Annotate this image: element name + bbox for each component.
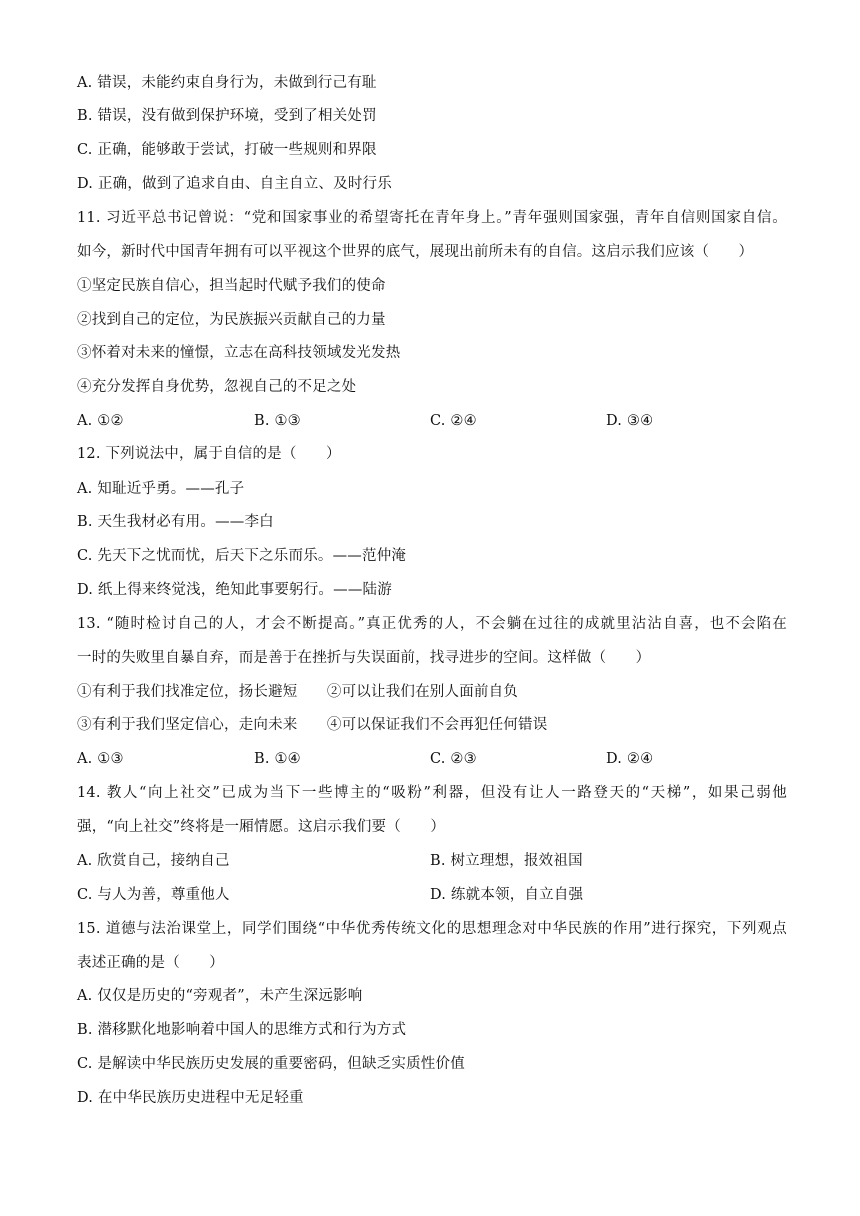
q12-option-a: A. 知耻近乎勇。——孔子 bbox=[77, 481, 245, 497]
q14-stem-line2: 强，“向上社交”终将是一厢情愿。这启示我们要（ ） bbox=[77, 819, 446, 835]
q13-option-c: C. ②③ bbox=[430, 751, 477, 767]
q11-item-2: ②找到自己的定位，为民族振兴贡献自己的力量 bbox=[77, 312, 386, 328]
q13-option-b: B. ①④ bbox=[254, 751, 301, 767]
q12-option-c: C. 先天下之忧而忧，后天下之乐而乐。——范仲淹 bbox=[77, 548, 407, 564]
q15-option-c: C. 是解读中华民族历史发展的重要密码，但缺乏实质性价值 bbox=[77, 1056, 465, 1072]
q13-option-d: D. ②④ bbox=[606, 751, 654, 767]
q14-option-d: D. 练就本领，自立自强 bbox=[430, 887, 584, 903]
q15-stem-line1: 15. 道德与法治课堂上，同学们围绕“中华优秀传统文化的思想理念对中华民族的作用”进行探究，下列观点 bbox=[77, 921, 787, 937]
q11-stem-line1: 11. 习近平总书记曾说：“党和国家事业的希望寄托在青年身上。”青年强则国家强，青年自信则国家自信。 bbox=[77, 210, 787, 226]
q10-option-d: D. 正确，做到了追求自由、自主自立、及时行乐 bbox=[77, 176, 392, 192]
q11-option-d: D. ③④ bbox=[606, 413, 654, 429]
q15-option-d: D. 在中华民族历史进程中无足轻重 bbox=[77, 1090, 304, 1106]
q11-item-3: ③怀着对未来的憧憬，立志在高科技领域发光发热 bbox=[77, 345, 401, 361]
q13-option-a: A. ①③ bbox=[77, 751, 124, 767]
q10-option-b: B. 错误，没有做到保护环境，受到了相关处罚 bbox=[77, 108, 377, 124]
q10-option-c: C. 正确，能够敢于尝试，打破一些规则和界限 bbox=[77, 142, 377, 158]
q11-option-c: C. ②④ bbox=[430, 413, 477, 429]
q11-stem-line2: 如今，新时代中国青年拥有可以平视这个世界的底气，展现出前所未有的自信。这启示我们应该（ ） bbox=[77, 244, 754, 260]
q15-stem-line2: 表述正确的是（ ） bbox=[77, 955, 224, 971]
q14-option-b: B. 树立理想，报效祖国 bbox=[430, 853, 583, 869]
q13-stem-line2: 一时的失败里自暴自弃，而是善于在挫折与失误面前，找寻进步的空间。这样做（ ） bbox=[77, 650, 651, 666]
q12-option-d: D. 纸上得来终觉浅，绝知此事要躬行。——陆游 bbox=[77, 582, 392, 598]
q14-option-a: A. 欣赏自己，接纳自己 bbox=[77, 853, 230, 869]
q14-option-c: C. 与人为善，尊重他人 bbox=[77, 887, 230, 903]
q10-option-a: A. 错误，未能约束自身行为，未做到行己有耻 bbox=[77, 75, 377, 91]
q13-items-line1: ①有利于我们找准定位，扬长避短 ②可以让我们在别人面前自负 bbox=[77, 684, 518, 700]
q14-stem-line1: 14. 教人“向上社交”已成为当下一些博主的“吸粉”利器，但没有让人一路登天的“天梯”，如果己弱他 bbox=[77, 785, 787, 801]
q12-stem: 12. 下列说法中，属于自信的是（ ） bbox=[77, 446, 341, 462]
q13-items-line2: ③有利于我们坚定信心，走向未来 ④可以保证我们不会再犯任何错误 bbox=[77, 717, 548, 733]
q11-item-4: ④充分发挥自身优势，忽视自己的不足之处 bbox=[77, 379, 357, 395]
q11-item-1: ①坚定民族自信心，担当起时代赋予我们的使命 bbox=[77, 278, 386, 294]
q15-option-a: A. 仅仅是历史的“旁观者”，未产生深远影响 bbox=[77, 988, 363, 1004]
q11-option-a: A. ①② bbox=[77, 413, 124, 429]
q11-option-b: B. ①③ bbox=[254, 413, 301, 429]
q13-stem-line1: 13. “随时检讨自己的人，才会不断提高。”真正优秀的人，不会躺在过往的成就里沾沾自喜，也不会陷在 bbox=[77, 616, 787, 632]
q15-option-b: B. 潜移默化地影响着中国人的思维方式和行为方式 bbox=[77, 1022, 407, 1038]
q12-option-b: B. 天生我材必有用。——李白 bbox=[77, 514, 274, 530]
